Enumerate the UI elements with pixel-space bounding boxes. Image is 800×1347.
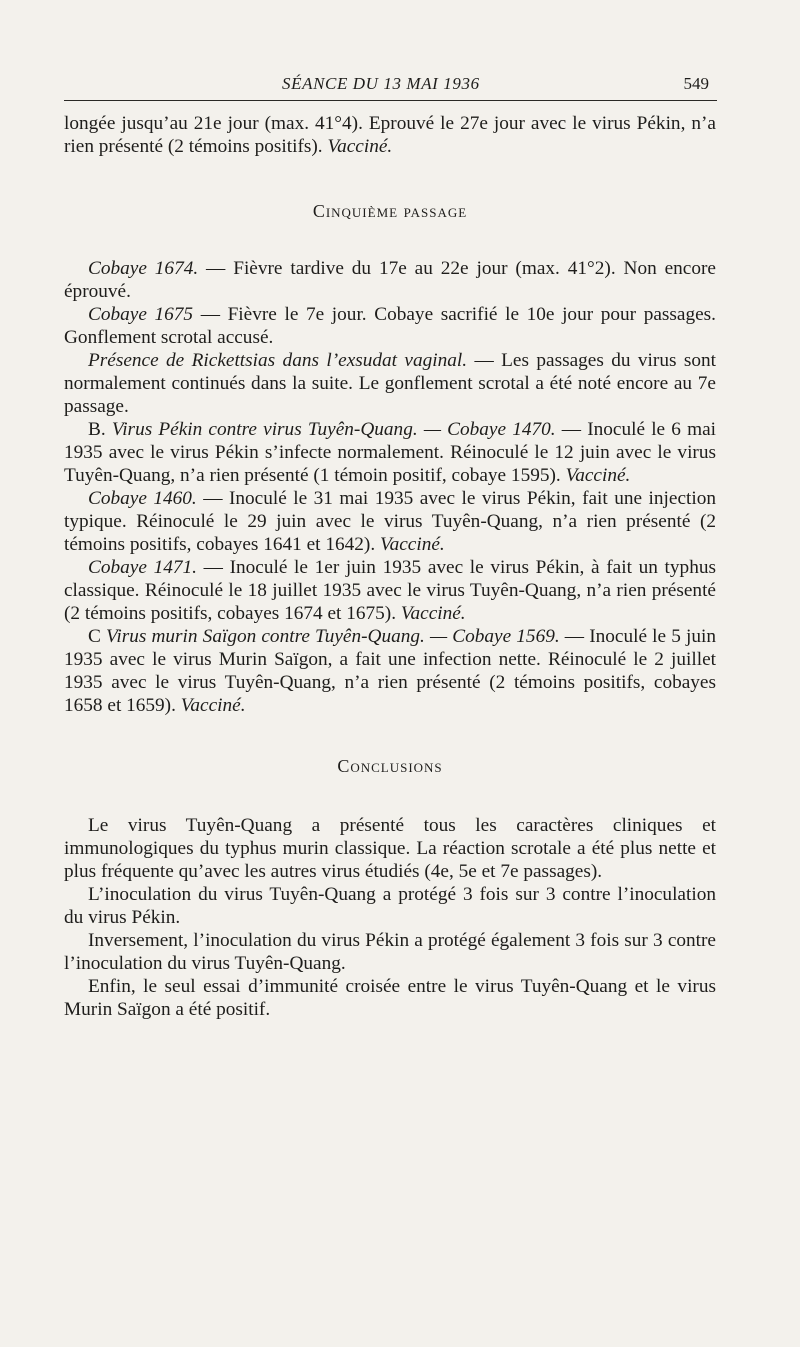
vaccine-note: Vacciné. (327, 136, 393, 157)
paragraph-rickettsias: Présence de Rickettsias dans l’exsudat vaginal. — Les passages du virus sont normalement continués dans la suite. Le gonflement scrotal a été noté encore au 7e passage. (64, 350, 716, 417)
paragraph-cobaye-1675: Cobaye 1675 — Fièvre le 7e jour. Cobaye sacrifié le 10e jour pour passages. Gonflement scrotal accusé. (64, 304, 716, 348)
page-header (64, 70, 717, 101)
vaccine-note: Vacciné. (565, 465, 631, 486)
vaccine-note: Vacciné. (180, 695, 246, 716)
vaccine-note: Vacciné. (400, 603, 466, 624)
conclusion-paragraph-2: L’inoculation du virus Tuyên-Quang a protégé 3 fois sur 3 contre l’inoculation du virus Pékin. (64, 884, 716, 928)
paragraph-cobaye-1460: Cobaye 1460. — Inoculé le 31 mai 1935 avec le virus Pékin, fait une injection typique. Réinoculé le 29 juin avec le virus Tuyên-Quang, n’a rien présenté (2 témoins positifs, cobayes 1641 et 1642). Vacciné. (64, 488, 716, 555)
body-text (64, 112, 716, 1021)
section-heading-cinquieme-passage: Cinquième passage (312, 201, 468, 221)
running-title: SÉANCE DU 13 MAI 1936 (282, 74, 480, 93)
paragraph-section-c: C Virus murin Saïgon contre Tuyên-Quang. — Cobaye 1569. — Inoculé le 5 juin 1935 avec le virus Murin Saïgon, a fait une infection nette. Réinoculé le 2 juillet 1935 avec le virus Tuyên-Quang, n’a rien présenté (2 témoins positifs, cobayes 1658 et 1659). Vacciné. (64, 626, 716, 716)
vaccine-note: Vacciné. (379, 534, 445, 555)
section-heading-conclusions: Conclusions (337, 756, 443, 776)
conclusion-paragraph-3: Inversement, l’inoculation du virus Pékin a protégé également 3 fois sur 3 contre l’inoculation du virus Tuyên-Quang. (64, 930, 716, 974)
paragraph-continuation: longée jusqu’au 21e jour (max. 41°4). Eprouvé le 27e jour avec le virus Pékin, n’a rien présenté (2 témoins positifs). Vacciné. (64, 113, 716, 157)
paragraph-section-b: B. Virus Pékin contre virus Tuyên-Quang. — Cobaye 1470. — Inoculé le 6 mai 1935 avec le virus Pékin s’infecte normalement. Réinoculé le 12 juin avec le virus Tuyên-Quang, n’a rien présenté (1 témoin positif, cobaye 1595). Vacciné. (64, 419, 716, 486)
paragraph-cobaye-1674: Cobaye 1674. — Fièvre tardive du 17e au 22e jour (max. 41°2). Non encore éprouvé. (64, 258, 716, 302)
paragraph-cobaye-1471: Cobaye 1471. — Inoculé le 1er juin 1935 avec le virus Pékin, à fait un typhus classique. Réinoculé le 18 juillet 1935 avec le virus Tuyên-Quang, n’a rien présenté (2 témoins positifs, cobayes 1674 et 1675). Vacciné. (64, 557, 716, 624)
conclusion-paragraph-1: Le virus Tuyên-Quang a présenté tous les caractères cliniques et immunologiques du typhus murin classique. La réaction scrotale a été plus nette et plus fréquente qu’avec les autres virus étudiés (4e, 5e et 7e passages). (64, 815, 716, 882)
page-number: 549 (683, 74, 709, 93)
conclusion-paragraph-4: Enfin, le seul essai d’immunité croisée entre le virus Tuyên-Quang et le virus Murin Saïgon a été positif. (64, 976, 716, 1020)
